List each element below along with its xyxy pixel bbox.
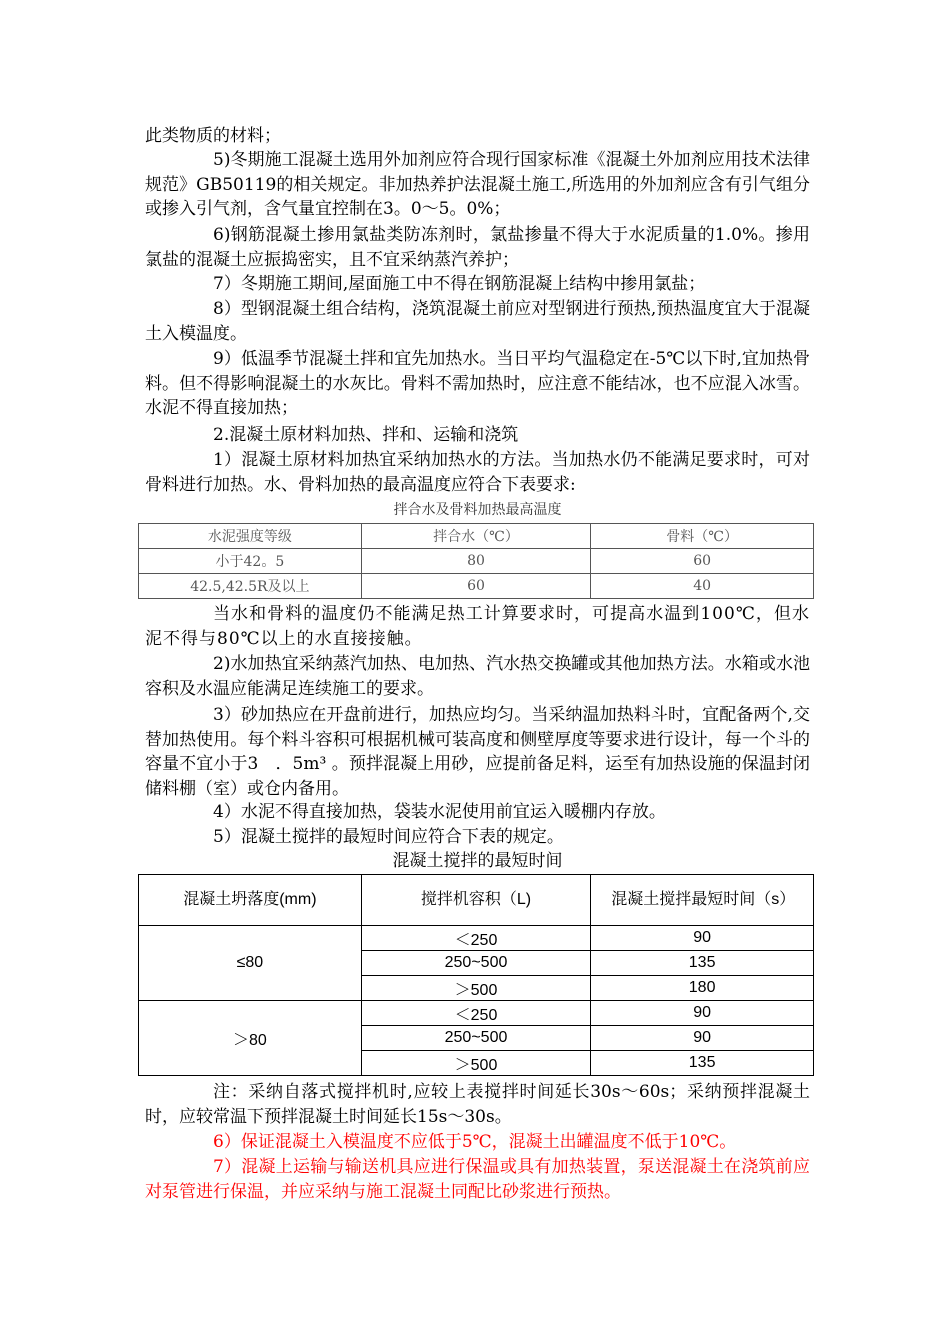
table-cell: 80 xyxy=(361,549,591,574)
table-cell: 135 xyxy=(591,951,814,976)
table-cell: 小于42。5 xyxy=(139,549,362,574)
paragraph: 2)水加热宜采纳蒸汽加热、电加热、汽水热交换罐或其他加热方法。水箱或水池容积及水温应能满足连续施工的要求。 xyxy=(145,654,810,699)
table-cell: ＜250 xyxy=(361,926,591,951)
table-header-row xyxy=(139,875,814,926)
heating-temperature-table xyxy=(138,523,814,599)
table-header-cell: 水泥强度等级 xyxy=(139,524,362,549)
table-row xyxy=(139,574,814,599)
table-cell: 40 xyxy=(591,574,814,599)
paragraph: 3）砂加热应在开盘前进行，加热应均匀。当采纳温加热料斗时，宜配备两个,交替加热使用。每个料斗容积可根据机械可装高度和侧壁厚度等要求进行设计，每一个斗的容量不宜小于3 ．5m³ 。预拌混凝上用砂，应提前备足料，运至有加热设施的保温封闭储料棚（室）或仓内备用。 xyxy=(145,705,810,799)
paragraph: 9）低温季节混凝土拌和宜先加热水。当日平均气温稳定在-5℃以下时,宜加热骨料。但不得影响混凝土的水灰比。骨料不需加热时，应注意不能结冰，也不应混入冰雪。水泥不得直接加热； xyxy=(145,349,810,418)
table-cell: 90 xyxy=(591,1001,814,1026)
table-cell: 250~500 xyxy=(361,1026,591,1051)
paragraph: 6)钢筋混凝土掺用氯盐类防冻剂时，氯盐掺量不得大于水泥质量的1.0%。掺用氯盐的混凝土应振捣密实，且不宜采纳蒸汽养护； xyxy=(145,225,810,270)
table-row xyxy=(139,926,814,951)
table-cell: ＞500 xyxy=(361,976,591,1001)
paragraph: 当水和骨料的温度仍不能满足热工计算要求时，可提高水温到100℃，但水泥不得与80℃以上的水直接接触。 xyxy=(145,604,810,649)
table-header-cell: 搅拌机容积（L) xyxy=(361,875,591,926)
paragraph: 4）水泥不得直接加热，袋装水泥使用前宜运入暖棚内存放。 xyxy=(213,802,666,822)
table-cell: 42.5,42.5R及以上 xyxy=(139,574,362,599)
slump-cell: ≤80 xyxy=(139,926,362,1001)
table-header-cell: 拌合水（℃） xyxy=(361,524,591,549)
table-header-cell: 骨料（℃） xyxy=(591,524,814,549)
table-cell: 250~500 xyxy=(361,951,591,976)
mixing-time-table xyxy=(138,874,814,1076)
table-caption: 混凝土搅拌的最短时间 xyxy=(392,851,563,871)
paragraph: 5)冬期施工混凝土选用外加剂应符合现行国家标准《混凝土外加剂应用技术法律规范》GB50119的相关规定。非加热养护法混凝土施工,所选用的外加剂应含有引气组分或掺入引气剂，含气量宜控制在3。0～5。0%； xyxy=(145,150,810,219)
table-row xyxy=(139,1001,814,1026)
table-caption: 拌合水及骨料加热最高温度 xyxy=(393,502,562,518)
table-header-cell: 混凝土搅拌最短时间（s） xyxy=(591,875,814,926)
slump-cell: ＞80 xyxy=(139,1001,362,1076)
paragraph: 1）混凝土原材料加热宜采纳加热水的方法。当加热水仍不能满足要求时，可对骨料进行加热。水、骨料加热的最高温度应符合下表要求: xyxy=(145,450,810,495)
paragraph: 8）型钢混凝土组合结构，浇筑混凝土前应对型钢进行预热,预热温度宜大于混凝土入模温度。 xyxy=(145,299,810,344)
highlighted-paragraph: 6）保证混凝土入模温度不应低于5℃，混凝土出罐温度不低于10℃。 xyxy=(213,1132,737,1152)
paragraph: 此类物质的材料； xyxy=(145,126,281,146)
table-header-row xyxy=(139,524,814,549)
table-cell: 90 xyxy=(591,926,814,951)
table-note: 注：采纳自落式搅拌机时,应较上表搅拌时间延长30s～60s；采纳预拌混凝土时，应较常温下预拌混凝土时间延长15s～30s。 xyxy=(145,1082,810,1127)
table-cell: 135 xyxy=(591,1051,814,1076)
table-cell: ＜250 xyxy=(361,1001,591,1026)
table-cell: 90 xyxy=(591,1026,814,1051)
table-cell: 60 xyxy=(361,574,591,599)
paragraph: 5）混凝土搅拌的最短时间应符合下表的规定。 xyxy=(213,827,564,847)
table-header-cell: 混凝土坍落度(mm) xyxy=(139,875,362,926)
table-row xyxy=(139,549,814,574)
highlighted-paragraph: 7）混凝上运输与输送机具应进行保温或具有加热装置，泵送混凝土在浇筑前应对泵管进行保温，并应采纳与施工混凝土同配比砂浆进行预热。 xyxy=(145,1157,810,1202)
section-heading: 2.混凝土原材料加热、拌和、运输和浇筑 xyxy=(213,425,519,445)
table-cell: 60 xyxy=(591,549,814,574)
table-cell: ＞500 xyxy=(361,1051,591,1076)
table-cell: 180 xyxy=(591,976,814,1001)
paragraph: 7）冬期施工期间,屋面施工中不得在钢筋混凝上结构中掺用氯盐； xyxy=(213,274,706,294)
